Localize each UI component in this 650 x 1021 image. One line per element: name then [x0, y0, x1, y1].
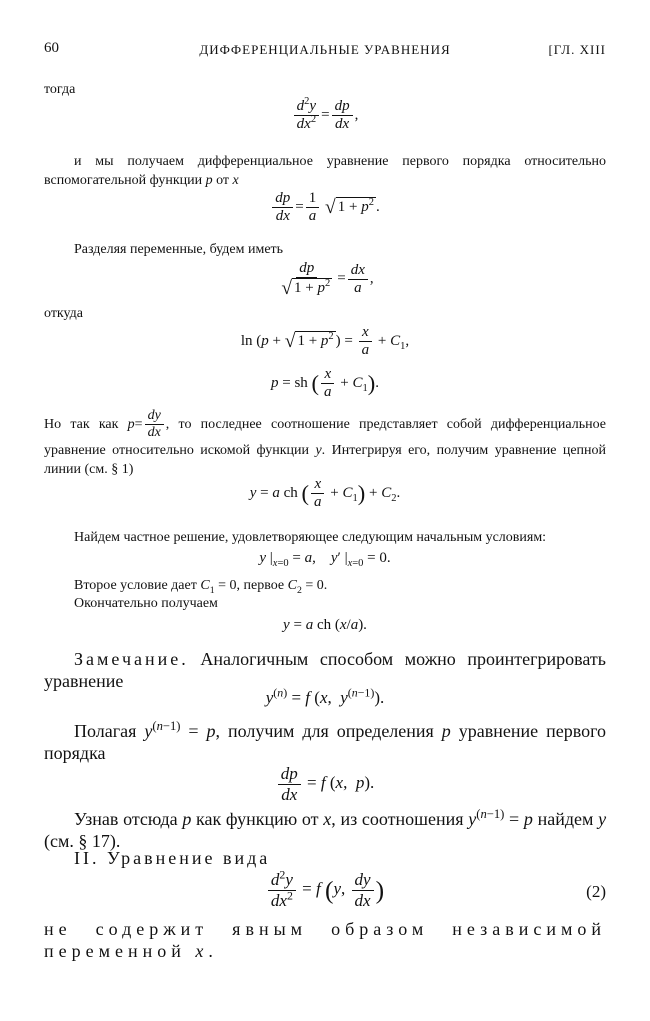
page-number: 60 [44, 40, 59, 56]
text-otkuda: откуда [44, 306, 83, 321]
equation-separated: $\frac{dp}{√ 1 + p^2}$ = $\frac{dx}{a}$ , [281, 260, 374, 300]
paragraph-catenary: Но так как p= $\frac{dy}{dx}$ , то последнее соотношение представляет собой дифференциальное уравнение относительно искомой функции y. Интегрируя его, получим уравнение цепной линии (см. § 1) [44, 408, 607, 478]
paragraph-first-order: и мы получаем дифференциальное уравнение первого порядка относительно вспомогательной функции p от x [44, 154, 606, 188]
paragraph-substitution: Полагая $y^{(n-1)} = p$, получим для определения p уравнение первого порядка [44, 719, 607, 763]
equation-p-sh: p = sh ( $\frac{x}{a}$ + $C_1$). [270, 366, 380, 401]
running-title: ДИФФЕРЕНЦИАЛЬНЫЕ УРАВНЕНИЯ [199, 42, 451, 57]
text-togda: тогда [44, 82, 76, 97]
equation-dp-dx-f: $\frac{dp}{dx}$ = f (x, p). [0, 764, 650, 804]
text-finally: Окончательно получаем [74, 596, 218, 611]
paragraph-remark: Замечание. Аналогичным способом можно проинтегрировать уравнение [44, 649, 607, 691]
equation-nth-order: $y^{(n)} = f$ (x, $y^{(n-1)}$). [265, 685, 385, 707]
equation-catenary: y = a ch ( $\frac{x}{a}$ + $C_1) + C_2$. [249, 476, 401, 511]
equation-final: y = a ch (x/a). [283, 617, 367, 633]
chapter-label: [ГЛ. XIII [548, 42, 606, 57]
paragraph-find-y: Узнав отсюда p как функцию от x, из соотношения $y^{(n-1)} = p$ найдем y (см. § 17). [44, 807, 607, 851]
equation-log: ln (p + √ $1 + p^2$ ) = $\frac{x}{a}$ + $C_1$, [240, 324, 410, 359]
text-separating: Разделяя переменные, будем иметь [74, 242, 284, 257]
paragraph-independent-variable: не содержит явным образом независимой переменной x. [44, 919, 606, 961]
equation-initial-conditions: y $|_{x=0} = a$, y′ $|_{x=0} = 0$. [259, 550, 391, 569]
equation-dp-dx: $\frac{dp}{dx}$ = $\frac{1}{a}$ √ $1 + p^2$ . [0, 190, 650, 226]
text-particular-solution: Найдем частное решение, удовлетворяющее следующим начальным условиям: [74, 530, 547, 545]
equation-number: (2) [586, 882, 606, 901]
section-title: II. Уравнение вида [74, 848, 271, 868]
text-second-condition: Второе условие дает $C_1 = 0$, первое $C_2 = 0$. [74, 578, 328, 596]
equation-second-derivative: $\frac{d^2y}{dx^2}$ = $\frac{dp}{dx}$ , [0, 98, 650, 134]
equation-2: $\frac{d^2y}{dx^2}$ = f (y, $\frac{dy}{dx}$ ) [0, 870, 650, 910]
